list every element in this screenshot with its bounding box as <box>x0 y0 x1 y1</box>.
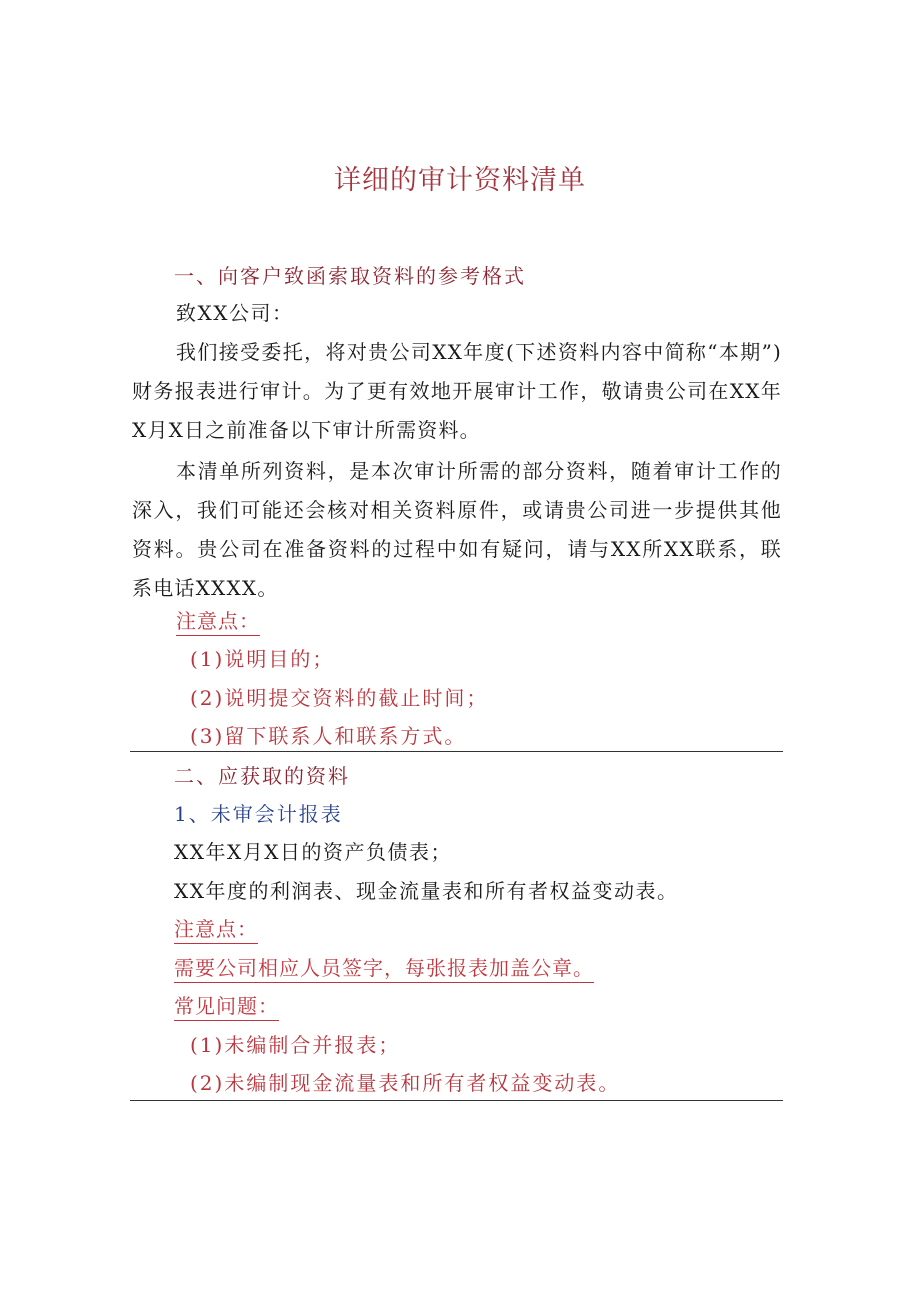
paragraph-scope: 本清单所列资料，是本次审计所需的部分资料，随着审计工作的深入，我们可能还会核对相关资料原件，或请贵公司进一步提供其他资料。贵公司在准备资料的过程中如有疑问，请与XX所XX联系，联系电话XXXX。 <box>132 459 782 600</box>
note-item-3: (3)留下联系人和联系方式。 <box>190 724 467 748</box>
subsection-1-heading: 1、未审会计报表 <box>174 802 343 826</box>
salutation: 致XX公司： <box>176 301 294 325</box>
note-item-2: (2)说明提交资料的截止时间； <box>190 686 489 710</box>
faq-item-1: (1)未编制合并报表； <box>190 1033 401 1057</box>
item-balance-sheet: XX年X月X日的资产负债表； <box>174 840 452 864</box>
section-2-heading: 二、应获取的资料 <box>174 764 350 788</box>
faq-label: 常见问题： <box>174 992 279 1021</box>
note-label-2: 注意点： <box>174 915 258 944</box>
divider-1 <box>130 751 783 752</box>
note-label-1: 注意点： <box>176 607 260 636</box>
paragraph-request: 我们接受委托，将对贵公司XX年度(下述资料内容中简称“本期”)财务报表进行审计。为了更有效地开展审计工作，敬请贵公司在XX年X月X日之前准备以下审计所需资料。 <box>132 340 782 442</box>
section-1-heading: 一、向客户致函索取资料的参考格式 <box>174 264 526 288</box>
note-text-signature: 需要公司相应人员签字，每张报表加盖公章。 <box>174 954 594 983</box>
item-income-statements: XX年度的利润表、现金流量表和所有者权益变动表。 <box>174 879 679 903</box>
note-item-1: (1)说明目的； <box>190 647 335 671</box>
document-title: 详细的审计资料清单 <box>334 165 586 196</box>
divider-2 <box>130 1100 783 1101</box>
faq-item-2: (2)未编制现金流量表和所有者权益变动表。 <box>190 1071 621 1095</box>
